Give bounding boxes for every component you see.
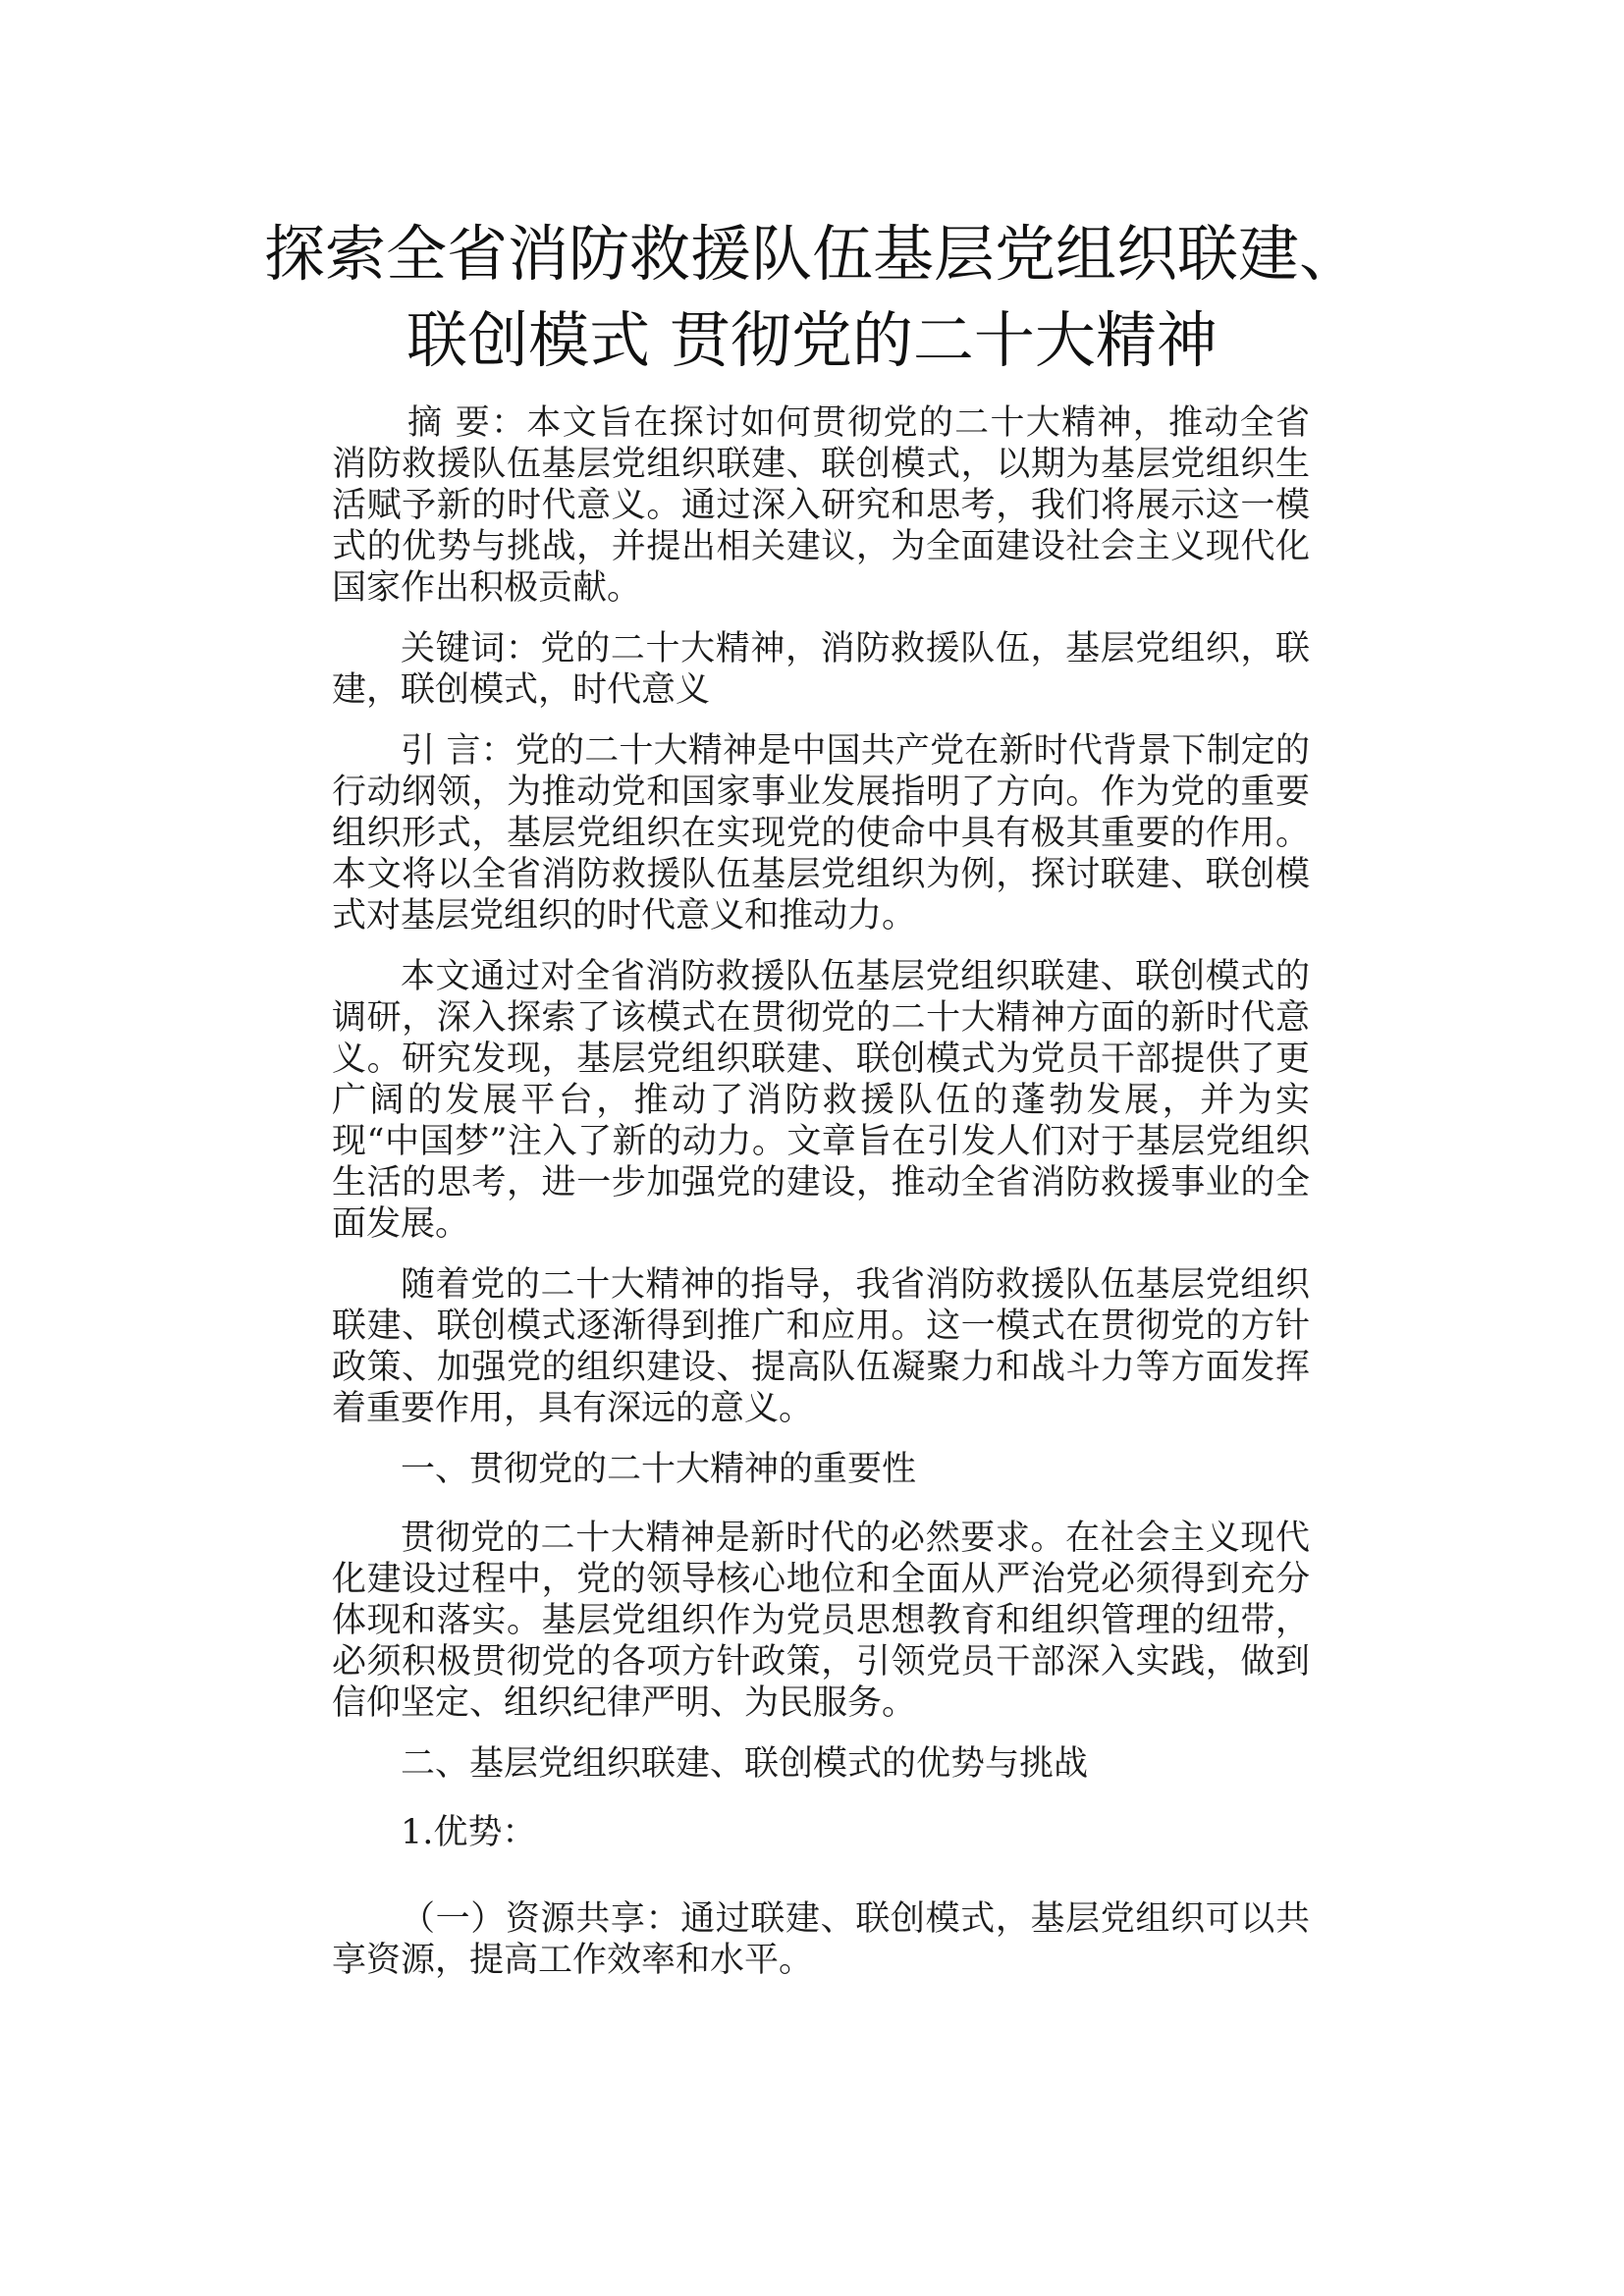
list-item-paragraph: （一）资源共享：通过联建、联创模式，基层党组织可以共享资源，提高工作效率和水平。 [332,1899,1310,1980]
title-line-2: 联创模式 贯彻党的二十大精神 [406,304,1218,376]
introduction-paragraph: 引 言：党的二十大精神是中国共产党在新时代背景下制定的行动纲领，为推动党和国家事业发展指明了方向。作为党的重要组织形式，基层党组织在实现党的使命中具有极其重要的作用。本文将以全省消防救援队伍基层党组织为例，探讨联建、联创模式对基层党组织的时代意义和推动力。 [332,731,1310,935]
document-title [147,211,1477,384]
body-paragraph: 随着党的二十大精神的指导，我省消防救援队伍基层党组织联建、联创模式逐渐得到推广和应用。这一模式在贯彻党的方针政策、加强党的组织建设、提高队伍凝聚力和战斗力等方面发挥着重要作用，具有深远的意义。 [332,1265,1310,1428]
keywords-paragraph: 关键词：党的二十大精神，消防救援队伍，基层党组织，联建，联创模式，时代意义 [332,629,1310,710]
subsection-heading: 1.优势： [401,1813,537,1852]
section-heading: 二、基层党组织联建、联创模式的优势与挑战 [401,1744,1089,1784]
title-line-1: 探索全省消防救援队伍基层党组织联建、 [263,218,1360,290]
body-paragraph: 本文通过对全省消防救援队伍基层党组织联建、联创模式的调研，深入探索了该模式在贯彻党的二十大精神方面的新时代意义。研究发现，基层党组织联建、联创模式为党员干部提供了更广阔的发展平台，推动了消防救援队伍的蓬勃发展，并为实现“中国梦”注入了新的动力。文章旨在引发人们对于基层党组织生活的思考，进一步加强党的建设，推动全省消防救援事业的全面发展。 [332,957,1310,1244]
abstract-paragraph: 摘 要：本文旨在探讨如何贯彻党的二十大精神，推动全省消防救援队伍基层党组织联建、联创模式，以期为基层党组织生活赋予新的时代意义。通过深入研究和思考，我们将展示这一模式的优势与挑战，并提出相关建议，为全面建设社会主义现代化国家作出积极贡献。 [332,403,1310,608]
body-paragraph: 贯彻党的二十大精神是新时代的必然要求。在社会主义现代化建设过程中，党的领导核心地位和全面从严治党必须得到充分体现和落实。基层党组织作为党员思想教育和组织管理的纽带，必须积极贯彻党的各项方针政策，引领党员干部深入实践，做到信仰坚定、组织纪律严明、为民服务。 [332,1519,1310,1723]
document-body [332,402,1310,2001]
section-heading: 一、贯彻党的二十大精神的重要性 [401,1450,917,1489]
